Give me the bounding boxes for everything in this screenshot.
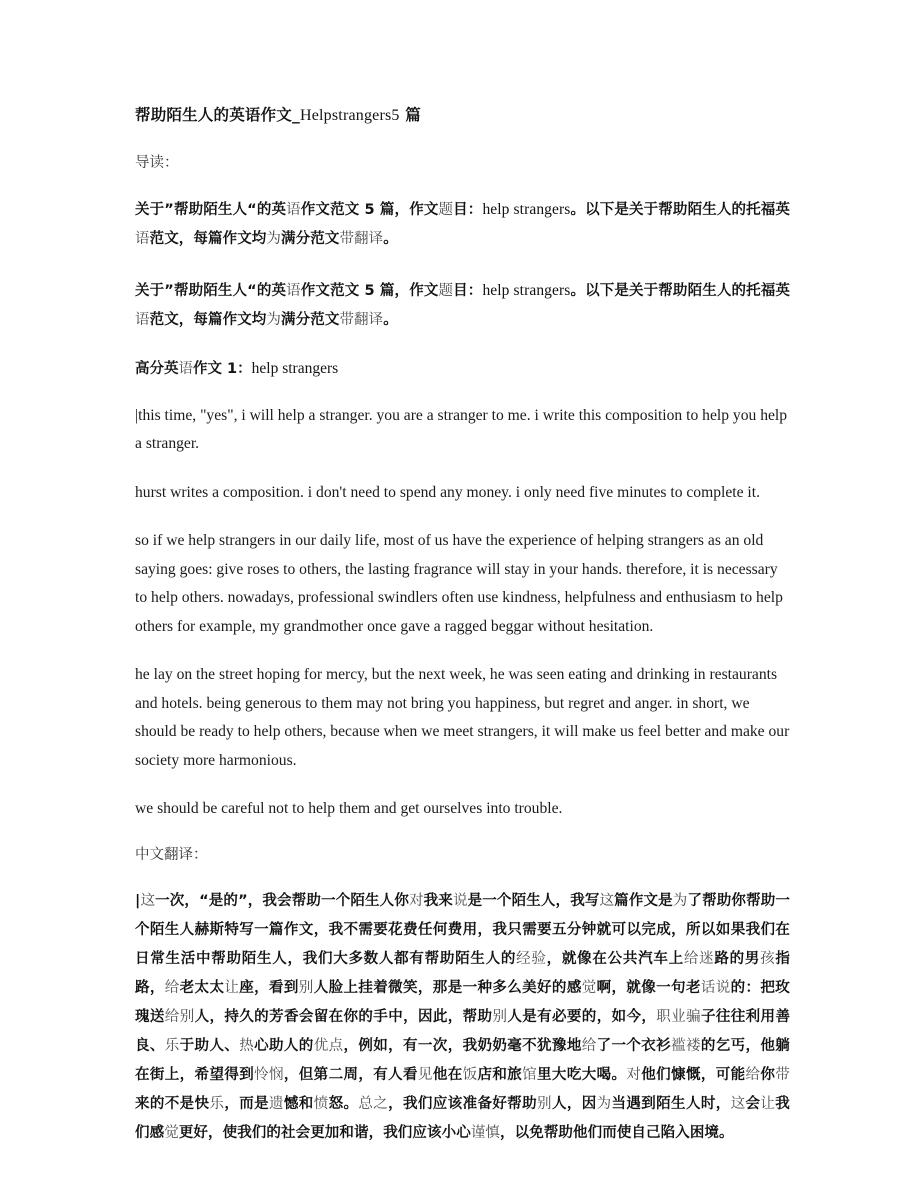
fallback-glyph: 说 — [715, 980, 731, 997]
english-paragraph-5: we should be careful not to help them and get ourselves into trouble. — [135, 800, 563, 818]
fallback-glyph: 业 — [671, 1009, 687, 1026]
english-paragraph-1: |this time, "yes", i will help a stranger. you are a stranger to me. i write this composition to help you help a stranger. — [135, 406, 788, 453]
fallback-glyph: 验 — [531, 951, 547, 968]
fallback-glyph: 为 — [596, 1096, 612, 1113]
fallback-glyph: 为 — [266, 312, 282, 329]
fallback-glyph: 悯 — [269, 1067, 284, 1084]
fallback-glyph: 语 — [135, 231, 150, 248]
translation-label: 中文翻译： — [135, 846, 208, 863]
fallback-glyph: 迷 — [699, 951, 715, 968]
fallback-glyph: 之 — [373, 1096, 389, 1113]
section-heading-en: help strangers — [251, 360, 339, 378]
fallback-glyph: 孩 — [760, 951, 776, 968]
fallback-glyph: 说 — [452, 893, 468, 910]
section-heading-essay-1 — [135, 357, 790, 382]
fallback-glyph: 馆 — [522, 1067, 538, 1084]
page-title — [135, 104, 790, 128]
fallback-glyph: 别 — [298, 980, 314, 997]
fallback-glyph: 觉 — [164, 1125, 179, 1142]
fallback-glyph: 优 — [313, 1038, 329, 1055]
intro-1-topic: help strangers — [482, 201, 571, 219]
fallback-glyph: 热 — [239, 1038, 255, 1055]
fallback-glyph: 语 — [286, 283, 301, 300]
fallback-glyph: 乐 — [209, 1096, 225, 1113]
fallback-glyph: 为 — [672, 893, 688, 910]
fallback-glyph: 题 — [438, 283, 454, 300]
intro-2-part-b: 。以下是关于帮助陌生人的托福英语范文，每篇作文均为满分范文带翻译。 — [135, 283, 791, 329]
fallback-glyph: 对 — [626, 1067, 642, 1084]
fallback-glyph: 这 — [599, 893, 615, 910]
fallback-glyph: 骗 — [686, 1009, 701, 1026]
fallback-glyph: 给 — [164, 1009, 180, 1026]
fallback-glyph: 见 — [417, 1067, 433, 1084]
fallback-glyph: 别 — [537, 1096, 552, 1113]
fallback-glyph: 别 — [492, 1009, 508, 1026]
intro-paragraph-2 — [135, 276, 790, 335]
intro-2-topic: help strangers — [482, 282, 571, 300]
page-title-en: Helpstrangers5 — [299, 107, 400, 124]
intro-paragraph-1 — [135, 195, 790, 254]
fallback-glyph: 让 — [760, 1096, 776, 1113]
english-paragraph-4: he lay on the street hoping for mercy, but the next week, he was seen eating and drinking in restaurants and hotels. being generous to them may not bring you happiness, but regret and anger. in short, we should be ready to help others, because when we meet strangers, it will make us feel better and make our society more harmonious. — [135, 666, 790, 769]
fallback-glyph: 译 — [368, 312, 384, 329]
fallback-glyph: 经 — [516, 951, 532, 968]
fallback-glyph: 话 — [700, 980, 716, 997]
fallback-glyph: 让 — [224, 980, 240, 997]
fallback-glyph: 乐 — [164, 1038, 180, 1055]
fallback-glyph: 给 — [581, 1038, 597, 1055]
fallback-glyph: 总 — [358, 1096, 374, 1113]
section-heading-cjk: 高分英语作文 1： — [135, 361, 252, 378]
fallback-glyph: 带 — [339, 312, 355, 329]
fallback-glyph: 对 — [408, 893, 424, 910]
fallback-glyph: 给 — [683, 951, 700, 968]
intro-1-part-a: 关于”帮助陌生人“的英语作文范文 5 篇，作文题目： — [135, 202, 483, 219]
fallback-glyph: 语 — [244, 106, 261, 124]
intro-2-part-a: 关于”帮助陌生人“的英语作文范文 5 篇，作文题目： — [135, 283, 483, 300]
page-title-cjk: 帮助陌生人的英语作文_ — [135, 106, 300, 124]
fallback-glyph: 慎 — [485, 1125, 501, 1142]
fallback-glyph: 语 — [286, 202, 301, 219]
document-content — [135, 104, 790, 1148]
fallback-glyph: 觉 — [581, 980, 597, 997]
fallback-glyph: 这 — [140, 893, 156, 910]
fallback-glyph: 怜 — [254, 1067, 270, 1084]
fallback-glyph: 为 — [266, 231, 282, 248]
fallback-glyph: 翻 — [354, 231, 369, 248]
english-paragraph-3: so if we help strangers in our daily life, most of us have the experience of helping strangers as an old saying goes: give roses to others, the lasting fragrance will stay in your hands. therefore, it is necessary to help others. nowadays, professional swindlers often use kindness, helpfulness and enthusiasm to help others for example, my grandmother once gave a ragged beggar without hesitation. — [135, 532, 783, 635]
fallback-glyph: 语 — [135, 312, 150, 329]
fallback-glyph: 翻 — [354, 312, 369, 329]
fallback-glyph: 褴 — [671, 1038, 686, 1055]
guide-label: 导读： — [135, 155, 179, 171]
fallback-glyph: 褛 — [685, 1038, 701, 1055]
fallback-glyph: 点 — [328, 1038, 344, 1055]
fallback-glyph: 给 — [164, 980, 180, 997]
fallback-glyph: 带 — [775, 1067, 790, 1084]
fallback-glyph: 带 — [339, 231, 355, 248]
fallback-glyph: 愤 — [313, 1096, 329, 1113]
fallback-glyph: 题 — [438, 202, 454, 219]
chinese-translation-paragraph: |这一次，“是的”，我会帮助一个陌生人你对我来说是一个陌生人，我写这篇作文是为了帮助你帮助一个陌生人赫斯特写一篇作文，我不需要花费任何费用，我只需要五分钟就可以完成，所以如果我们在日常生活中帮助陌生人，我们大多数人都有帮助陌生人的经验，就像在公共汽车上给迷路的男孩指路，给老太太让座，看到别人脸上挂着微笑，那是一种多么美好的感觉啊，就像一句老话说的：把玫瑰送给别人，持久的芳香会留在你的手中，因此，帮助别人是有必要的，如今，职业骗子往往利用善良、乐于助人、热心助人的优点，例如，有一次，我奶奶毫不犹豫地给了一个衣衫褴褛的乞丐，他躺在街上，希望得到怜悯，但第二周，有人看见他在饭店和旅馆里大吃大喝。对他们慷慨，可能给你带来的不是快乐，而是遗憾和愤怒。总之，我们应该准备好帮助别人，因为当遇到陌生人时，这会让我们感觉更好，使我们的社会更加和谐，我们应该小心谨慎，以免帮助他们而使自己陷入困境。 — [135, 893, 791, 1142]
fallback-glyph: 给 — [745, 1067, 761, 1084]
intro-1-part-b: 。以下是关于帮助陌生人的托福英语范文，每篇作文均为满分范文带翻译。 — [135, 202, 791, 248]
fallback-glyph: 饭 — [462, 1067, 478, 1084]
fallback-glyph: 遗 — [269, 1096, 284, 1113]
fallback-glyph: 译 — [368, 231, 384, 248]
fallback-glyph: 谨 — [470, 1125, 486, 1142]
english-paragraph-2: hurst writes a composition. i don't need to spend any money. i only need five minutes to complete it. — [135, 483, 760, 501]
fallback-glyph: 职 — [656, 1009, 672, 1026]
fallback-glyph: 别 — [179, 1009, 195, 1026]
fallback-glyph: 这 — [730, 1096, 746, 1113]
fallback-glyph: 语 — [178, 361, 193, 378]
page-title-unit: 篇 — [405, 106, 421, 124]
